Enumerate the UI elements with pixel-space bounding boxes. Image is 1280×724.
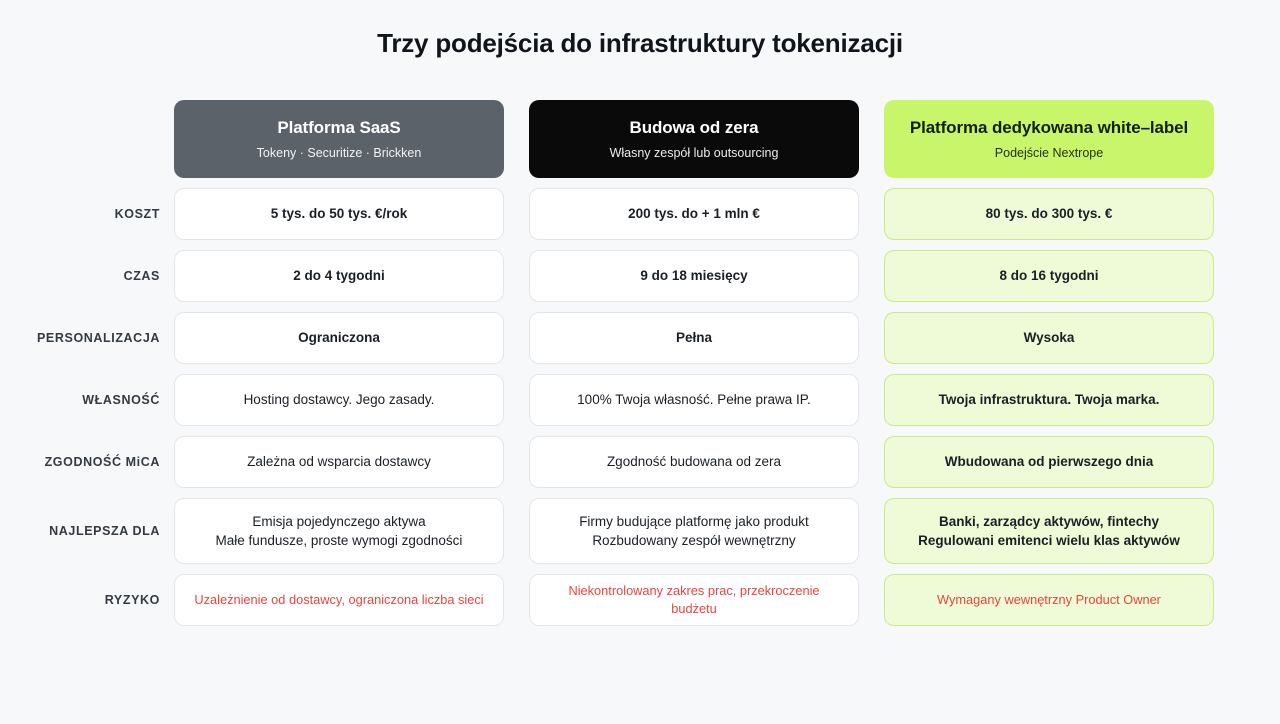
cell-ryzyko-whitelabel: [884, 574, 1214, 626]
cell-zgodnosc-whitelabel: [884, 436, 1214, 488]
column-header-saas-title: Platforma SaaS: [277, 117, 401, 137]
cell-koszt-whitelabel: [884, 188, 1214, 240]
cell-personalizacja-whitelabel: [884, 312, 1214, 364]
cell-ryzyko-saas: [174, 574, 504, 626]
cell-text: Hosting dostawcy. Jego zasady.: [243, 392, 435, 408]
column-header-whitelabel-subtitle: Podejście Nextrope: [994, 145, 1104, 160]
column-header-scratch-title: Budowa od zera: [629, 117, 759, 137]
header-row-label-spacer: [0, 100, 174, 178]
cell-personalizacja-scratch: [529, 312, 859, 364]
cell-text: 8 do 16 tygodni: [999, 268, 1099, 284]
column-header-scratch: [529, 100, 859, 178]
table-row: [0, 188, 1280, 240]
cell-text: Zależna od wsparcia dostawcy: [247, 454, 431, 470]
header-row: [0, 100, 1280, 178]
table-row: [0, 374, 1280, 426]
cell-text-secondary: Rozbudowany zespół wewnętrzny: [592, 533, 796, 548]
cell-wlasnosc-whitelabel: [884, 374, 1214, 426]
cell-text: Emisja pojedynczego aktywa: [252, 513, 426, 529]
cell-text: Twoja infrastruktura. Twoja marka.: [938, 392, 1160, 408]
table-row: [0, 250, 1280, 302]
cell-text: Wysoka: [1023, 330, 1075, 346]
row-label-najlepsza-dla: NAJLEPSZA DLA: [49, 524, 160, 538]
cell-text: 9 do 18 miesięcy: [640, 268, 748, 284]
cell-text: 5 tys. do 50 tys. €/rok: [270, 206, 408, 222]
cell-czas-saas: [174, 250, 504, 302]
column-header-saas-subtitle: Tokeny · Securitize · Brickken: [256, 145, 422, 160]
cell-najlepsza-whitelabel: [884, 498, 1214, 564]
column-header-whitelabel-title: Platforma dedykowana white–label: [909, 117, 1189, 137]
table-row: [0, 498, 1280, 564]
cell-koszt-scratch: [529, 188, 859, 240]
table-row: [0, 312, 1280, 364]
cell-wlasnosc-scratch: [529, 374, 859, 426]
cell-text: Ograniczona: [298, 330, 380, 346]
cell-text: Niekontrolowany zakres prac, przekroczenie budżetu: [568, 582, 820, 616]
cell-text: 80 tys. do 300 tys. €: [985, 206, 1113, 222]
cell-czas-whitelabel: [884, 250, 1214, 302]
row-label-zgodnosc-mica: ZGODNOŚĆ MiCA: [44, 455, 160, 469]
cell-zgodnosc-saas: [174, 436, 504, 488]
column-header-scratch-subtitle: Własny zespół lub outsourcing: [609, 145, 779, 160]
table-row: [0, 574, 1280, 626]
cell-text: Pełna: [675, 330, 713, 346]
cell-text: Uzależnienie od dostawcy, ograniczona liczba sieci: [194, 591, 484, 607]
cell-text: Zgodność budowana od zera: [606, 454, 782, 470]
comparison-grid: [0, 100, 1280, 636]
cell-text: 200 tys. do + 1 mln €: [628, 206, 760, 222]
row-label-ryzyko: RYZYKO: [104, 593, 160, 607]
row-label-personalizacja: PERSONALIZACJA: [37, 331, 160, 345]
cell-text-secondary: Regulowani emitenci wielu klas aktywów: [918, 533, 1180, 548]
cell-text: Firmy budujące platformę jako produkt: [579, 513, 809, 529]
cell-czas-scratch: [529, 250, 859, 302]
column-header-whitelabel: [884, 100, 1214, 178]
cell-najlepsza-saas: [174, 498, 504, 564]
table-row: [0, 436, 1280, 488]
cell-koszt-saas: [174, 188, 504, 240]
column-header-saas: [174, 100, 504, 178]
cell-zgodnosc-scratch: [529, 436, 859, 488]
row-label-koszt: KOSZT: [114, 207, 160, 221]
cell-ryzyko-scratch: [529, 574, 859, 626]
page-title: Trzy podejścia do infrastruktury tokenizacji: [377, 28, 903, 58]
cell-text-secondary: Małe fundusze, proste wymogi zgodności: [215, 533, 463, 548]
cell-text: 2 do 4 tygodni: [293, 268, 385, 284]
cell-wlasnosc-saas: [174, 374, 504, 426]
cell-najlepsza-scratch: [529, 498, 859, 564]
row-label-wlasnosc: WŁASNOŚĆ: [82, 393, 160, 407]
cell-text: Wymagany wewnętrzny Product Owner: [937, 591, 1161, 607]
cell-personalizacja-saas: [174, 312, 504, 364]
cell-text: Wbudowana od pierwszego dnia: [944, 454, 1154, 470]
row-label-czas: CZAS: [123, 269, 160, 283]
cell-text: Banki, zarządcy aktywów, fintechy: [938, 513, 1160, 529]
cell-text: 100% Twoja własność. Pełne prawa IP.: [577, 392, 811, 408]
